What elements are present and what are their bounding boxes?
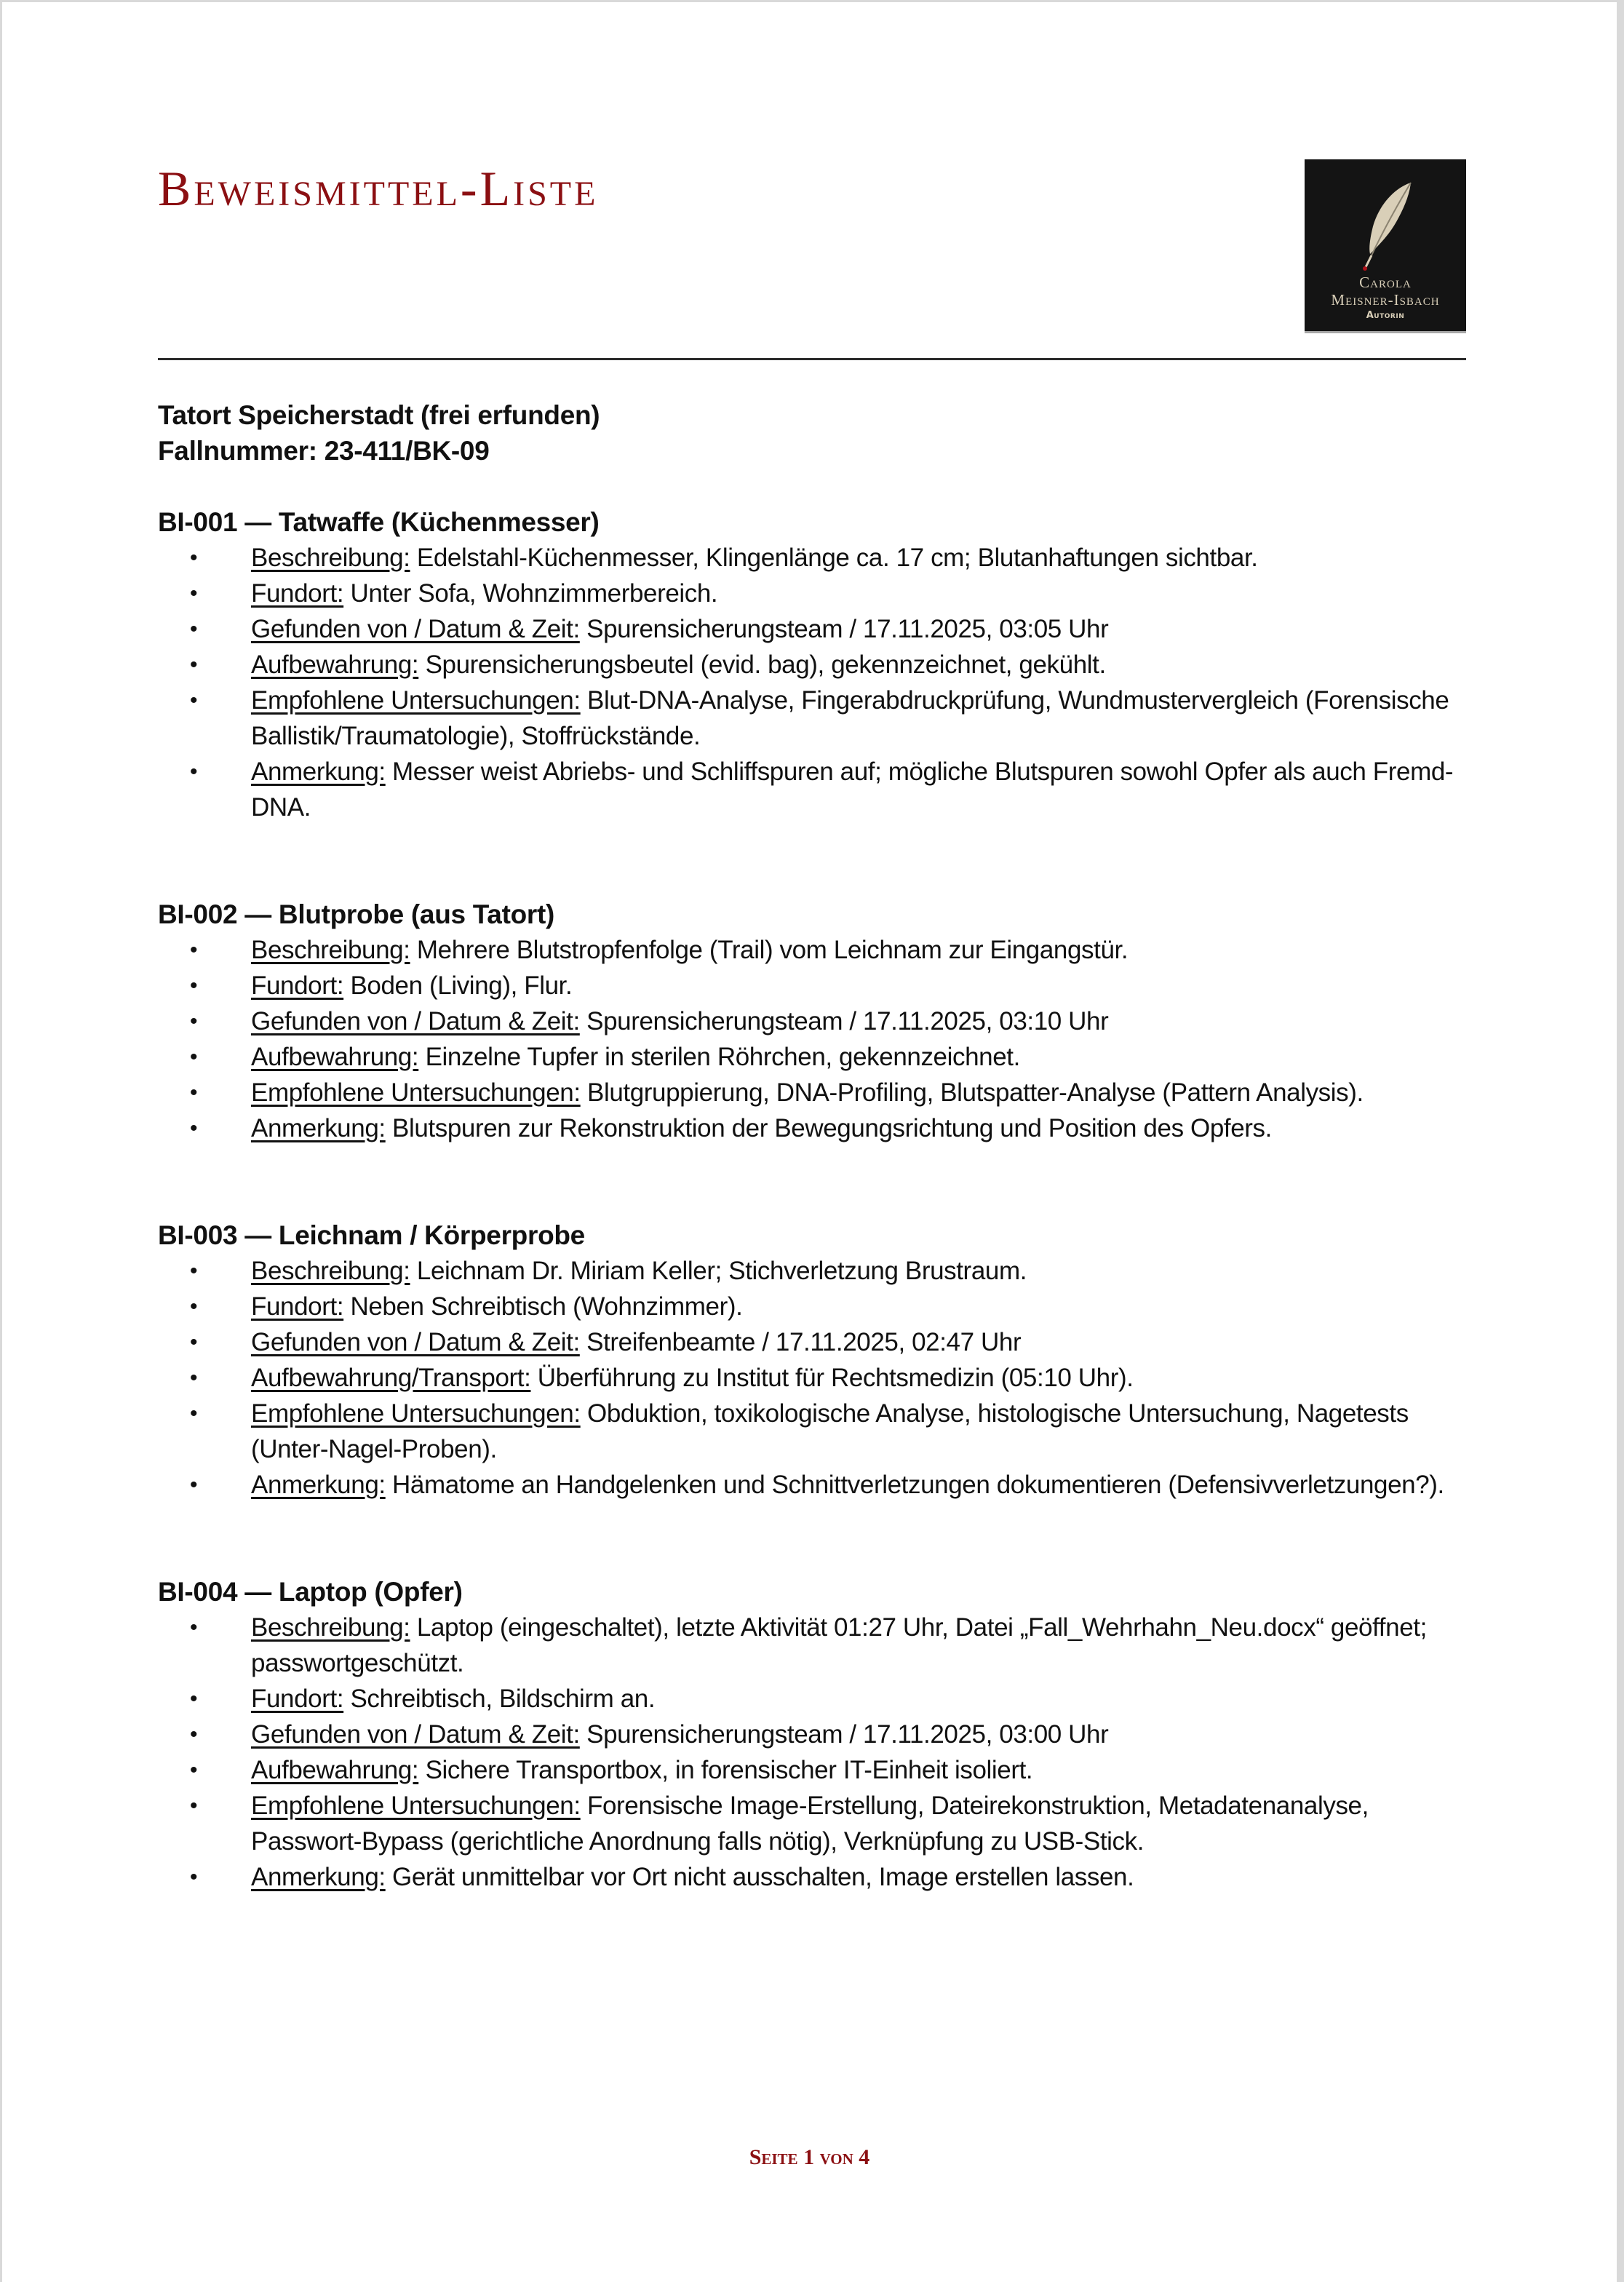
field-value: Sichere Transportbox, in forensischer IT-Einheit isoliert. [418,1756,1033,1784]
bullet-icon: • [190,1009,198,1033]
field-value: Forensische Image-Erstellung, Dateirekonstruktion, Metadatenanalyse, Passwort-Bypass (gerichtliche Anordnung falls nötig), Verknüpfung zu USB-Stick. [251,1792,1369,1856]
field-value: Edelstahl-Küchenmesser, Klingenlänge ca. 17 cm; Blutanhaftungen sichtbar. [410,544,1258,572]
field-label: Aufbewahrung/Transport: [251,1364,531,1392]
field-label: Fundort: [251,1292,344,1321]
field-value: Streifenbeamte / 17.11.2025, 02:47 Uhr [579,1328,1022,1356]
field-value: Hämatome an Handgelenken und Schnittverletzungen dokumentieren (Defensivverletzungen?). [385,1471,1444,1499]
field-label: Anmerkung: [251,1114,386,1142]
evidence-fields [158,540,1468,825]
field-label: Gefunden von / Datum & Zeit: [251,1720,580,1749]
document-title: Beweismittel-Liste [158,161,599,216]
field-label: Gefunden von / Datum & Zeit: [251,1328,580,1356]
field-label: Anmerkung: [251,1863,386,1891]
field-value: Unter Sofa, Wohnzimmerbereich. [343,579,718,608]
case-location: Tatort Speicherstadt (frei erfunden) [158,400,600,430]
evidence-field [158,1039,1468,1075]
field-label: Anmerkung: [251,1471,386,1499]
bullet-icon: • [190,1722,198,1746]
evidence-field [158,968,1468,1003]
bullet-icon: • [190,1330,198,1354]
header-divider [158,358,1466,360]
field-value: Spurensicherungsteam / 17.11.2025, 03:05 Uhr [579,615,1109,643]
logo-subtitle: Autorin [1366,310,1405,321]
evidence-field [158,1752,1468,1788]
evidence-field [158,1467,1468,1503]
bullet-icon: • [190,1687,198,1711]
document-body [158,397,1468,1895]
bullet-icon: • [190,1865,198,1889]
bullet-icon: • [190,1402,198,1426]
field-label: Fundort: [251,1685,344,1713]
field-value: Blutspuren zur Rekonstruktion der Bewegungsrichtung und Position des Opfers. [385,1114,1272,1142]
field-label: Anmerkung: [251,758,386,786]
evidence-field [158,647,1468,683]
bullet-icon: • [190,974,198,998]
field-label: Beschreibung: [251,1613,410,1642]
field-label: Aufbewahrung: [251,1756,419,1784]
evidence-field [158,1360,1468,1396]
logo-name-first: Carola [1359,274,1412,291]
field-label: Beschreibung: [251,544,410,572]
bullet-icon: • [190,1615,198,1639]
bullet-icon: • [190,1259,198,1283]
evidence-field [158,540,1468,576]
author-logo [1305,159,1466,331]
evidence-field [158,932,1468,968]
evidence-field [158,1289,1468,1324]
field-value: Laptop (eingeschaltet), letzte Aktivität 01:27 Uhr, Datei „Fall_Wehrhahn_Neu.docx“ geöffnet; passwortgeschützt. [251,1613,1427,1677]
evidence-item [158,504,1468,825]
bullet-icon: • [190,1045,198,1069]
field-value: Schreibtisch, Bildschirm an. [343,1685,656,1713]
evidence-item [158,1217,1468,1503]
field-value: Blutgruppierung, DNA-Profiling, Blutspatter-Analyse (Pattern Analysis). [580,1078,1364,1107]
evidence-field [158,1324,1468,1360]
evidence-fields [158,1610,1468,1895]
bullet-icon: • [190,1758,198,1782]
page-footer: Seite 1 von 4 [749,2145,870,2169]
evidence-field [158,1717,1468,1752]
field-label: Beschreibung: [251,1257,410,1285]
field-label: Empfohlene Untersuchungen: [251,1078,581,1107]
evidence-field [158,754,1468,825]
field-label: Aufbewahrung: [251,651,419,679]
field-label: Gefunden von / Datum & Zeit: [251,1007,580,1035]
field-value: Einzelne Tupfer in sterilen Röhrchen, gekennzeichnet. [418,1043,1020,1071]
evidence-field [158,1003,1468,1039]
evidence-heading: BI-002 — Blutprobe (aus Tatort) [158,899,555,929]
evidence-field [158,1253,1468,1289]
evidence-field [158,1075,1468,1110]
case-number: Fallnummer: 23-411/BK-09 [158,436,490,466]
field-value: Neben Schreibtisch (Wohnzimmer). [343,1292,743,1321]
field-value: Mehrere Blutstropfenfolge (Trail) vom Leichnam zur Eingangstür. [410,936,1129,964]
evidence-field [158,611,1468,647]
evidence-field [158,1788,1468,1859]
evidence-fields [158,932,1468,1146]
evidence-field [158,1681,1468,1717]
evidence-heading: BI-004 — Laptop (Opfer) [158,1577,463,1607]
field-value: Spurensicherungsteam / 17.11.2025, 03:10 Uhr [579,1007,1109,1035]
evidence-field [158,1610,1468,1681]
bullet-icon: • [190,1081,198,1105]
bullet-icon: • [190,1295,198,1319]
evidence-field [158,1110,1468,1146]
field-label: Empfohlene Untersuchungen: [251,1399,581,1428]
evidence-item [158,1574,1468,1895]
field-value: Blut-DNA-Analyse, Fingerabdruckprüfung, Wundmustervergleich (Forensische Ballistik/Traumatologie), Stoffrückstände. [251,686,1449,750]
field-value: Spurensicherungsteam / 17.11.2025, 03:00 Uhr [579,1720,1109,1749]
bullet-icon: • [190,1366,198,1390]
bullet-icon: • [190,546,198,570]
field-value: Spurensicherungsbeutel (evid. bag), gekennzeichnet, gekühlt. [418,651,1106,679]
field-value: Gerät unmittelbar vor Ort nicht ausschalten, Image erstellen lassen. [385,1863,1134,1891]
field-label: Fundort: [251,971,344,1000]
bullet-icon: • [190,938,198,962]
evidence-item [158,896,1468,1146]
bullet-icon: • [190,760,198,784]
evidence-field [158,683,1468,754]
evidence-heading: BI-003 — Leichnam / Körperprobe [158,1220,585,1250]
field-label: Gefunden von / Datum & Zeit: [251,615,580,643]
field-label: Empfohlene Untersuchungen: [251,686,581,715]
field-label: Fundort: [251,579,344,608]
bullet-icon: • [190,653,198,677]
evidence-field [158,1396,1468,1467]
bullet-icon: • [190,1794,198,1818]
document-page [2,2,1617,2282]
field-value: Überführung zu Institut für Rechtsmedizin (05:10 Uhr). [530,1364,1134,1392]
field-label: Empfohlene Untersuchungen: [251,1792,581,1820]
bullet-icon: • [190,617,198,641]
logo-name-last: Meisner-Isbach [1331,291,1440,309]
evidence-list [158,504,1468,1895]
field-value: Leichnam Dr. Miriam Keller; Stichverletzung Brustraum. [410,1257,1027,1285]
bullet-icon: • [190,581,198,605]
evidence-field [158,576,1468,611]
field-value: Messer weist Abriebs- und Schliffspuren auf; mögliche Blutspuren sowohl Opfer als auch Fremd-DNA. [251,758,1454,822]
field-label: Beschreibung: [251,936,410,964]
quill-icon [1357,181,1414,271]
field-value: Boden (Living), Flur. [343,971,573,1000]
bullet-icon: • [190,1116,198,1140]
evidence-fields [158,1253,1468,1503]
bullet-icon: • [190,1473,198,1497]
evidence-field [158,1859,1468,1895]
field-label: Aufbewahrung: [251,1043,419,1071]
bullet-icon: • [190,688,198,712]
evidence-heading: BI-001 — Tatwaffe (Küchenmesser) [158,507,600,537]
field-value: Obduktion, toxikologische Analyse, histologische Untersuchung, Nagetests (Unter-Nagel-Proben). [251,1399,1409,1463]
